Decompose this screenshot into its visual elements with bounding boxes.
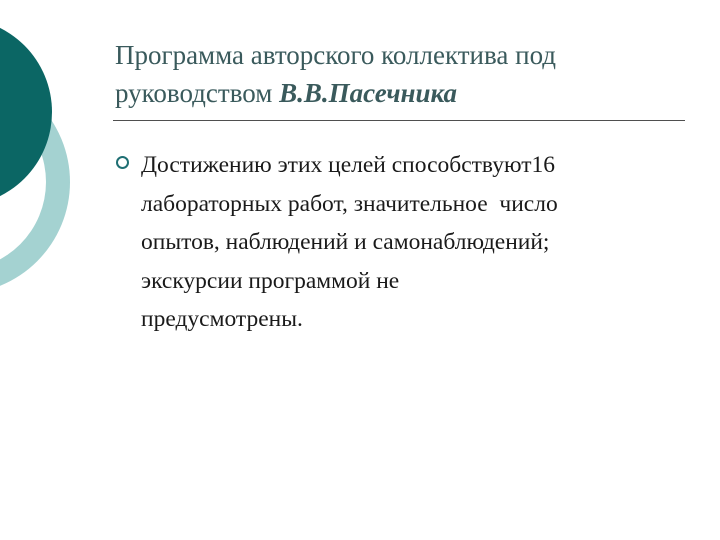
- bullet-line-2: лабораторных работ, значительное число: [141, 190, 558, 217]
- decorative-circles: [0, 0, 120, 300]
- bullet-circle-icon: [116, 156, 129, 169]
- title-divider: [113, 120, 685, 121]
- bullet-line-1: Достижению этих целей способствуют16: [141, 152, 555, 178]
- slide-title: [115, 36, 695, 112]
- title-prefix: руководством: [115, 78, 280, 108]
- bullet-line-5: предусмотрены.: [141, 306, 303, 332]
- title-author: В.В.Пасечника: [279, 78, 458, 108]
- title-line-2: [115, 74, 695, 112]
- bullet-text: [141, 146, 686, 339]
- bullet-line-3: опытов, наблюдений и самонаблюдений;: [141, 229, 550, 255]
- bullet-line-4: экскурсии программой не: [141, 267, 400, 294]
- title-line-1: Программа авторского коллектива под: [115, 40, 557, 70]
